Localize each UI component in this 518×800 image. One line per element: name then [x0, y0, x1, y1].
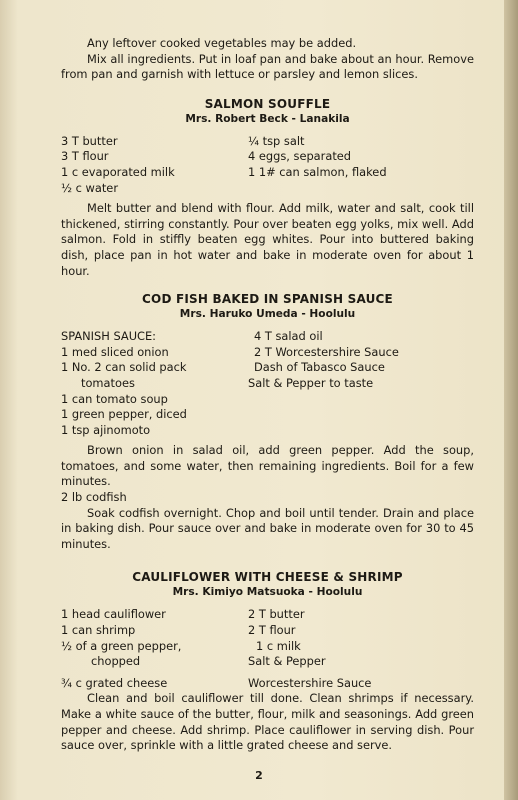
- intro-method: Mix all ingredients. Put in loaf pan and bake about an hour. Remove from pan and garnish with lettuce or parsley and lemon slices.: [61, 51, 474, 82]
- ingredient: ½ c water: [61, 180, 118, 195]
- ingredients-right: [248, 607, 474, 669]
- ingredient: 2 T butter: [248, 607, 305, 622]
- sauce-heading: SPANISH SAUCE:: [61, 329, 157, 344]
- ingredient: Worcestershire Sauce: [248, 675, 372, 690]
- ingredient: 1 1# can salmon, flaked: [248, 164, 387, 179]
- ingredient: ¾ c grated cheese: [61, 675, 168, 690]
- ingredients-left: [61, 134, 248, 196]
- ingredient: 3 T butter: [61, 133, 118, 148]
- recipe-author: Mrs. Kimiyo Matsuoka - Hoolulu: [172, 586, 363, 599]
- ingredient: 4 T salad oil: [254, 329, 323, 344]
- ingredients-left: [61, 607, 248, 669]
- page-number: 2: [255, 769, 263, 782]
- ingredient: 3 T flour: [61, 149, 109, 164]
- recipe-extra-ingredient: 2 lb codfish: [61, 490, 127, 505]
- ingredients-left: [61, 345, 248, 439]
- recipe-title: SALMON SOUFFLE: [204, 96, 331, 111]
- ingredient: 1 No. 2 can solid pack: [61, 360, 187, 375]
- ingredient: 1 can shrimp: [61, 623, 136, 638]
- ingredient: 2 T flour: [248, 623, 296, 638]
- ingredients-right: [248, 134, 474, 196]
- ingredients-right: [248, 329, 474, 438]
- recipe-title: CAULIFLOWER WITH CHEESE & SHRIMP: [132, 570, 403, 585]
- recipe-method: Soak codfish overnight. Chop and boil until tender. Drain and place in baking dish. Pour sauce over and bake in moderate oven for 30 to 45 minutes.: [61, 505, 474, 551]
- ingredient: ½ of a green pepper,: [61, 638, 182, 653]
- intro-line: Any leftover cooked vegetables may be added.: [87, 36, 357, 50]
- ingredient: 1 head cauliflower: [61, 607, 166, 622]
- recipe-method: Clean and boil cauliflower till done. Clean shrimps if necessary. Make a white sauce of the butter, flour, milk and seasonings. Add green pepper and cheese. Add shrimp. Place cauliflower in serving dish. Pour sauce over, sprinkle with a little grated cheese and serve.: [61, 691, 474, 753]
- ingredient: 1 med sliced onion: [61, 344, 169, 359]
- ingredient-list-last: [61, 676, 474, 692]
- recipe-title: COD FISH BAKED IN SPANISH SAUCE: [142, 292, 393, 307]
- page-spine-shadow: [504, 0, 518, 800]
- ingredient: tomatoes: [81, 375, 135, 390]
- ingredient: 4 eggs, separated: [248, 149, 352, 164]
- recipe-method: Melt butter and blend with flour. Add milk, water and salt, cook till thickened, stirring constantly. Pour over beaten egg yolks, mix well. Add salmon. Fold in stiffly beaten egg whites. Pour into buttered baking dish, place pan in hot water and bake in moderate oven for about 1 hour.: [61, 201, 474, 278]
- recipe-method: Brown onion in salad oil, add green pepper. Add the soup, tomatoes, and some water, then remaining ingredients. Boil for a few minutes.: [61, 443, 474, 489]
- recipe-author: Mrs. Haruko Umeda - Hoolulu: [179, 308, 356, 321]
- ingredient: ¼ tsp salt: [248, 133, 305, 148]
- ingredient: chopped: [91, 654, 141, 669]
- ingredient: 1 can tomato soup: [61, 391, 168, 406]
- ingredient-list: [61, 134, 474, 196]
- recipe-cauliflower: [61, 570, 474, 753]
- ingredient: 1 c milk: [256, 638, 301, 653]
- ingredient: 1 green pepper, diced: [61, 407, 187, 422]
- ingredient: Salt & Pepper: [248, 654, 326, 669]
- ingredient: Salt & Pepper to taste: [248, 375, 374, 390]
- ingredient: 1 tsp ajinomoto: [61, 422, 151, 437]
- recipe-cod-fish: [61, 292, 474, 552]
- recipe-author: Mrs. Robert Beck - Lanakila: [185, 112, 350, 125]
- recipe-salmon-souffle: [61, 97, 474, 279]
- ingredient: 2 T Worcestershire Sauce: [254, 344, 399, 359]
- ingredient: Dash of Tabasco Sauce: [254, 360, 385, 375]
- ingredient-list: [61, 607, 474, 669]
- ingredient: 1 c evaporated milk: [61, 164, 175, 179]
